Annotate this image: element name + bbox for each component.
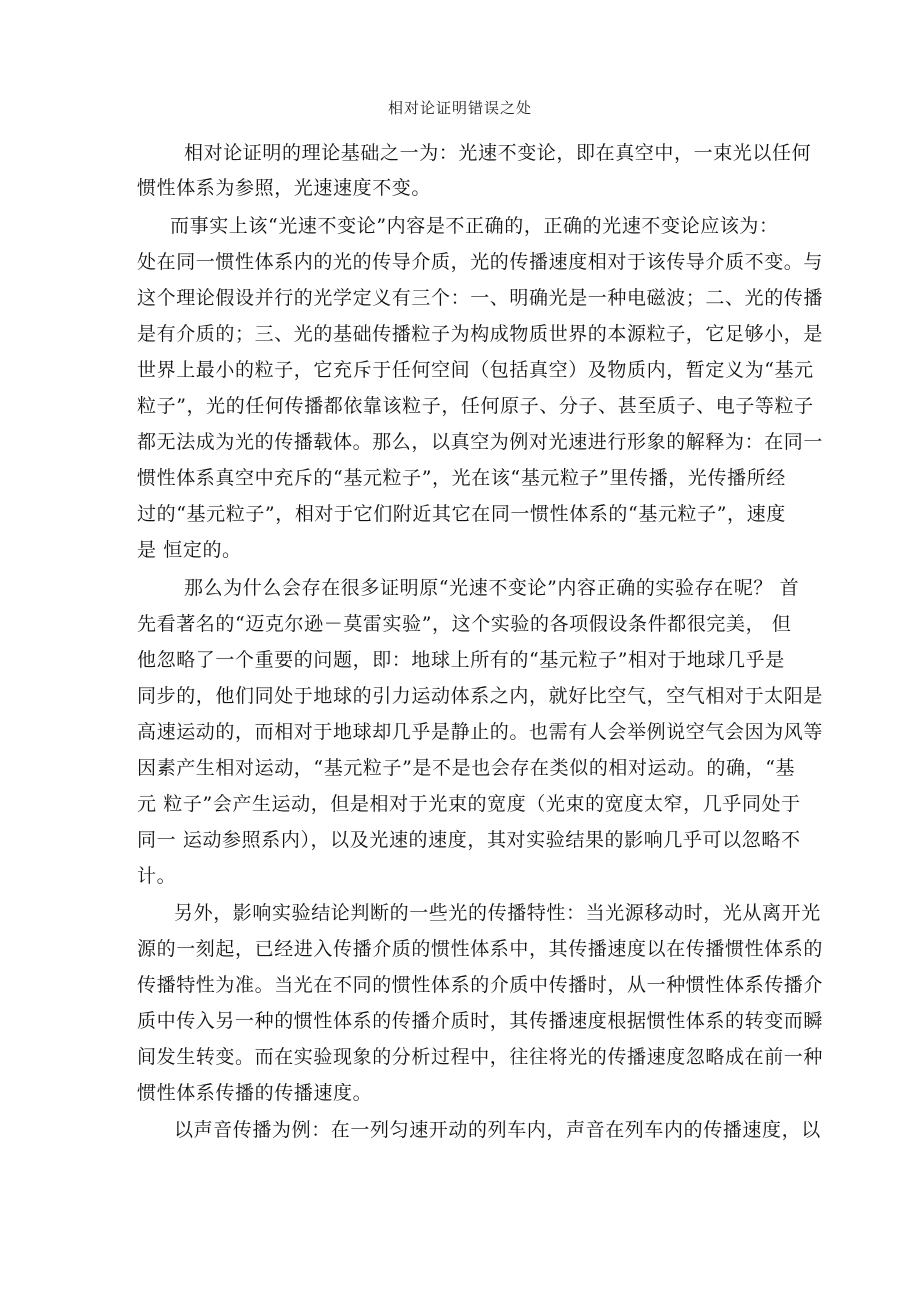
paragraph-line: 计。	[137, 865, 177, 887]
paragraph-line: 他忽略了一个重要的问题，即：地球上所有的“基元粒子”相对于地球几乎是	[137, 649, 785, 671]
paragraph-line: 另外，影响实验结论判断的一些光的传播特性：当光源移动时，光从离开光	[174, 902, 821, 924]
paragraph-line: 同一 运动参照系内），以及光速的速度，其对实验结果的影响几乎可以忽略不	[137, 829, 801, 851]
paragraph-line: 都无法成为光的传播载体。那么，以真空为例对光速进行形象的解释为：在同一	[137, 431, 824, 453]
paragraph-line: 世界上最小的粒子，它充斥于任何空间（包括真空）及物质内，暂定义为“基元	[137, 359, 814, 381]
document-title: 相对论证明错误之处	[387, 99, 532, 117]
paragraph-line: 粒子”，光的任何传播都依靠该粒子，任何原子、分子、甚至质子、电子等粒子	[137, 395, 814, 417]
paragraph-line: 质中传入另一种的惯性体系的传播介质时，其传播速度根据惯性体系的转变而瞬	[137, 1010, 824, 1032]
paragraph-line: 而事实上该“光速不变论”内容是不正确的，正确的光速不变论应该为：	[170, 215, 779, 237]
paragraph-line: 相对论证明的理论基础之一为：光速不变论，即在真空中，一束光以任何	[184, 142, 812, 164]
paragraph-line: 同步的，他们同处于地球的引力运动体系之内，就好比空气，空气相对于太阳是	[137, 685, 824, 707]
paragraph-line: 过的“基元粒子”，相对于它们附近其它在同一惯性体系的“基元粒子”，速度	[137, 503, 786, 525]
paragraph-line: 以声音传播为例：在一列匀速开动的列车内，声音在列车内的传播速度，以	[174, 1119, 821, 1141]
paragraph-line: 这个理论假设并行的光学定义有三个：一、明确光是一种电磁波；二、光的传播	[137, 287, 824, 309]
paragraph-line: 高速运动的，而相对于地球却几乎是静止的。也需有人会举例说空气会因为风等	[137, 721, 824, 743]
paragraph-line: 是 恒定的。	[137, 539, 242, 561]
paragraph-line: 惯性体系传播的传播速度。	[137, 1082, 373, 1104]
paragraph-line: 先看著名的“迈克尔逊－莫雷实验”，这个实验的各项假设条件都很完美， 但	[137, 613, 792, 635]
paragraph-line: 源的一刻起，已经进入传播介质的惯性体系中，其传播速度以在传播惯性体系的	[137, 938, 824, 960]
paragraph-line: 是有介质的；三、光的基础传播粒子为构成物质世界的本源粒子，它足够小，是	[137, 323, 824, 345]
paragraph-line: 元 粒子”会产生运动，但是相对于光束的宽度（光束的宽度太窄，几乎同处于	[137, 793, 801, 815]
paragraph-line: 间发生转变。而在实验现象的分析过程中，往往将光的传播速度忽略成在前一种	[137, 1046, 824, 1068]
paragraph-line: 惯性体系为参照，光速速度不变。	[137, 177, 432, 199]
paragraph-line: 传播特性为准。当光在不同的惯性体系的介质中传播时，从一种惯性体系传播介	[137, 974, 824, 996]
paragraph-line: 处在同一惯性体系内的光的传导介质，光的传播速度相对于该传导介质不变。与	[137, 251, 824, 273]
paragraph-line: 惯性体系真空中充斥的“基元粒子”，光在该“基元粒子”里传播，光传播所经	[137, 467, 786, 489]
paragraph-line: 那么为什么会存在很多证明原“光速不变论”内容正确的实验存在呢？ 首	[184, 577, 800, 599]
paragraph-line: 因素产生相对运动，“基元粒子”是不是也会存在类似的相对运动。的确，“基	[137, 757, 796, 779]
